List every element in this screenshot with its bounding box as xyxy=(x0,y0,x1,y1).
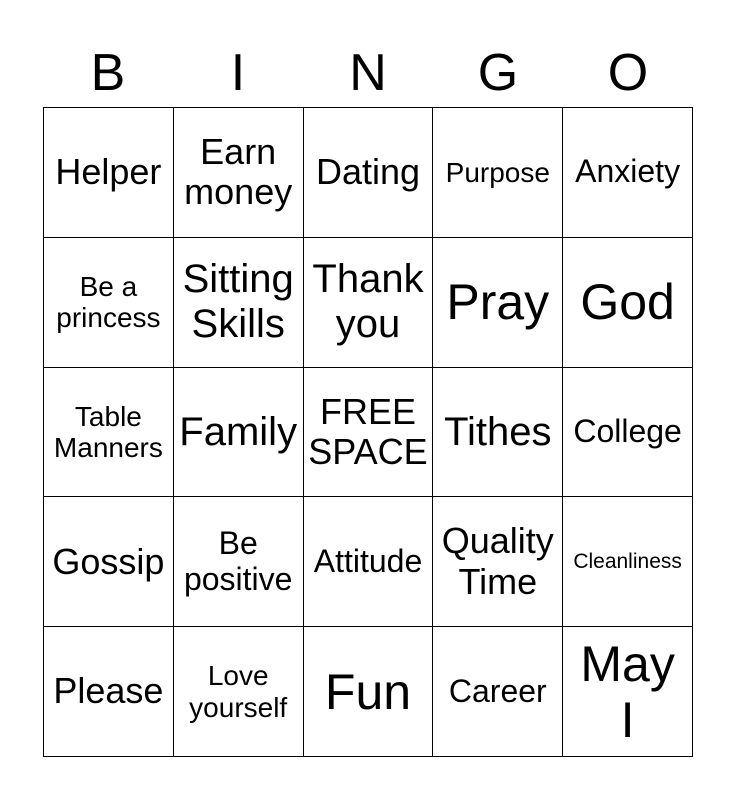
cell-text: Pray xyxy=(446,274,550,331)
bingo-cell[interactable] xyxy=(304,108,434,238)
cell-text: Career xyxy=(448,672,547,709)
bingo-cell[interactable] xyxy=(304,497,434,627)
cell-text: Be a princess xyxy=(56,270,161,334)
bingo-cell[interactable] xyxy=(44,368,174,498)
bingo-grid xyxy=(43,107,693,757)
bingo-cell[interactable] xyxy=(304,627,434,757)
cell-text: Thank you xyxy=(312,257,424,347)
cell-text: Fun xyxy=(324,663,412,720)
cell-text: May I xyxy=(580,635,675,748)
cell-text: Gossip xyxy=(52,540,165,582)
bingo-cell[interactable] xyxy=(304,238,434,368)
bingo-cell[interactable] xyxy=(563,368,693,498)
cell-text: Table Manners xyxy=(53,400,163,463)
cell-text: Family xyxy=(179,409,298,454)
header-letter-n: N xyxy=(349,44,387,102)
free-space-text: FREE SPACE xyxy=(308,390,428,472)
cell-text: Dating xyxy=(315,151,421,193)
header-letter-o: O xyxy=(607,44,649,102)
header-letter-b: B xyxy=(90,44,126,102)
bingo-cell[interactable] xyxy=(44,497,174,627)
bingo-cell[interactable] xyxy=(433,368,563,498)
bingo-cell[interactable] xyxy=(174,627,304,757)
cell-text: Sitting Skills xyxy=(182,257,294,347)
bingo-cell[interactable] xyxy=(174,497,304,627)
bingo-cell[interactable] xyxy=(433,497,563,627)
bingo-cell[interactable] xyxy=(563,238,693,368)
bingo-cell[interactable] xyxy=(44,238,174,368)
cell-text: Cleanliness xyxy=(573,550,682,574)
cell-text: Anxiety xyxy=(575,153,681,190)
cell-text: Attitude xyxy=(313,542,423,579)
bingo-cell[interactable] xyxy=(563,627,693,757)
bingo-cell[interactable] xyxy=(304,368,434,498)
cell-text: College xyxy=(573,413,682,450)
cell-text: Be positive xyxy=(183,524,293,597)
header-letter-g: G xyxy=(477,44,519,102)
cell-text: Quality Time xyxy=(441,520,554,602)
cell-text: God xyxy=(580,274,675,331)
bingo-cell[interactable] xyxy=(563,497,693,627)
cell-text: Earn money xyxy=(184,131,293,213)
cell-text: Helper xyxy=(55,151,162,193)
bingo-cell[interactable] xyxy=(563,108,693,238)
cell-text: Love yourself xyxy=(189,660,288,723)
cell-text: Tithes xyxy=(444,409,552,454)
bingo-cell[interactable] xyxy=(174,238,304,368)
bingo-cell[interactable] xyxy=(433,627,563,757)
bingo-cell[interactable] xyxy=(174,108,304,238)
bingo-cell[interactable] xyxy=(44,108,174,238)
cell-text: Purpose xyxy=(445,156,550,188)
bingo-cell[interactable] xyxy=(433,108,563,238)
header-letter-i: I xyxy=(230,44,246,102)
bingo-cell[interactable] xyxy=(433,238,563,368)
bingo-cell[interactable] xyxy=(174,368,304,498)
bingo-cell[interactable] xyxy=(44,627,174,757)
cell-text: Please xyxy=(53,670,164,712)
bingo-header xyxy=(43,42,693,104)
